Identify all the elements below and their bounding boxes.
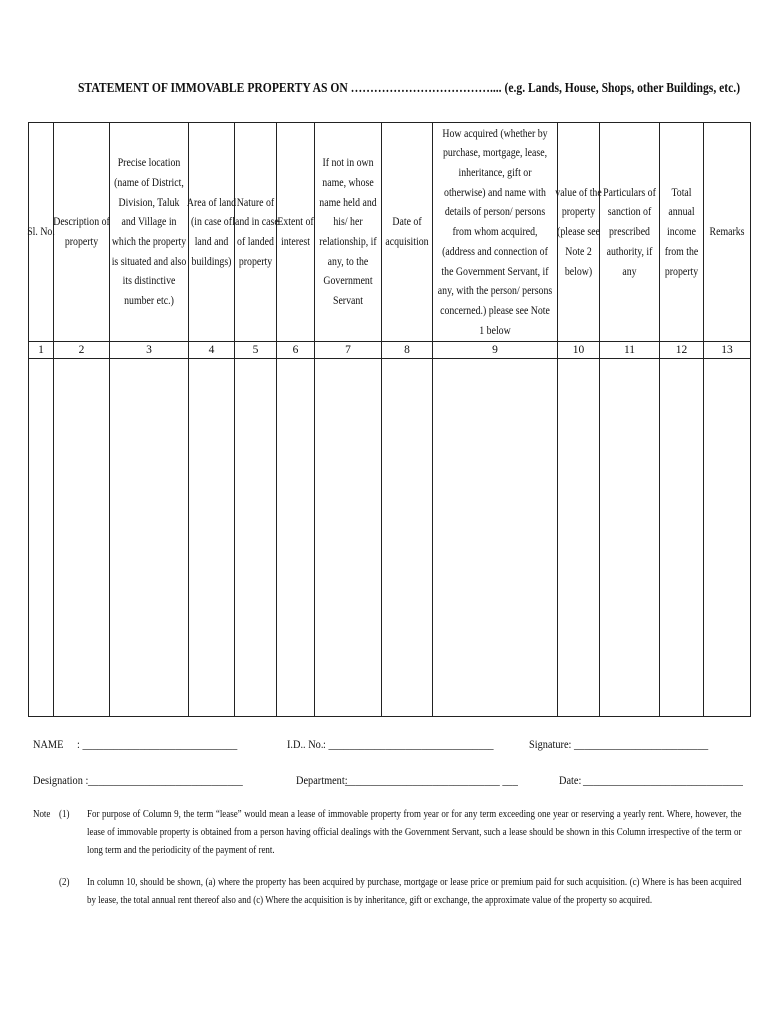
name-input[interactable]: : ______________________________ xyxy=(77,737,238,751)
column-number-row xyxy=(29,342,751,359)
column-number: 7 xyxy=(315,342,382,359)
department-label: Department: xyxy=(296,773,348,787)
signature-field xyxy=(529,737,578,752)
entry-cell-value[interactable] xyxy=(558,359,600,717)
name-label: NAME xyxy=(33,737,64,751)
header-cell-4: Area of land (in case of land and buildings) xyxy=(189,123,235,342)
entry-cell-extent[interactable] xyxy=(277,359,315,717)
name-input-wrap xyxy=(77,737,263,752)
department-input[interactable]: ______________________________ ___ xyxy=(345,773,518,787)
entry-cell-location[interactable] xyxy=(110,359,189,717)
entry-row xyxy=(29,359,751,717)
header-cell-11: Particulars of sanction of prescribed authority, if any xyxy=(600,123,660,342)
signature-label: Signature: xyxy=(529,737,572,751)
header-cell-6: Extent of interest xyxy=(277,123,315,342)
entry-cell-income[interactable] xyxy=(660,359,704,717)
header-cell-12: Total annual income from the property xyxy=(660,123,704,342)
entry-cell-area[interactable] xyxy=(189,359,235,717)
note-number-2: (2) xyxy=(59,877,70,888)
header-cell-7: If not in own name, whose name held and his/ her relationship, if any, to the Government Servant xyxy=(315,123,382,342)
designation-input[interactable]: ______________________________ xyxy=(88,773,243,787)
note-number-1: (1) xyxy=(59,809,70,820)
notes-section xyxy=(33,806,743,916)
note-text-2: In column 10, should be shown, (a) where the property has been acquired by purchase, mortgage or lease price or premium paid for such acquisition. (c) Where is has been acquired by lease, the total annual rent thereof also and (c) Where the acquisition is by inheritance, gift or exchange, the approximate value of the property so acquired. xyxy=(87,877,742,906)
column-number: 2 xyxy=(54,342,110,359)
header-cell-10: value of the property (please see Note 2 below) xyxy=(558,123,600,342)
name-field xyxy=(33,737,68,752)
column-number: 6 xyxy=(277,342,315,359)
department-input-wrap xyxy=(345,773,546,788)
entry-cell-how-acquired[interactable] xyxy=(433,359,558,717)
id-label: I.D.. No. xyxy=(287,737,324,751)
entry-cell-date[interactable] xyxy=(382,359,433,717)
column-number: 4 xyxy=(189,342,235,359)
header-cell-13: Remarks xyxy=(704,123,751,342)
column-number: 8 xyxy=(382,342,433,359)
note-text-1: For purpose of Column 9, the term “lease” would mean a lease of immovable property from year or for any term exceeding one year or reserving a yearly rent. Where, however, the lease of immovable property is obtained from a person having official dealings with the Government Servant, such a lease should be shown in this Column irrespective of the term or long term and the periodicity of the payment of rent. xyxy=(87,809,742,856)
date-input-wrap xyxy=(583,773,769,788)
id-input-wrap xyxy=(323,737,521,752)
column-number: 1 xyxy=(29,342,54,359)
date-input[interactable]: _______________________________ xyxy=(583,773,743,787)
form-title: STATEMENT OF IMMOVABLE PROPERTY AS ON ……………………………….... (e.g. Lands, House, Shops, other Buildings, etc.) xyxy=(77,80,741,95)
header-row xyxy=(29,123,751,342)
column-number: 12 xyxy=(660,342,704,359)
signature-input-wrap xyxy=(574,737,730,752)
column-number: 13 xyxy=(704,342,751,359)
header-cell-8: Date of acquisition xyxy=(382,123,433,342)
id-input[interactable]: : ________________________________ xyxy=(323,737,494,751)
designation-input-wrap xyxy=(88,773,268,788)
header-cell-5: Nature of land in case of landed property xyxy=(235,123,277,342)
column-number: 9 xyxy=(433,342,558,359)
signature-input[interactable]: __________________________ xyxy=(574,737,709,751)
entry-cell-description[interactable] xyxy=(54,359,110,717)
header-cell-2: Description of property xyxy=(54,123,110,342)
designation-label: Designation : xyxy=(33,773,89,787)
column-number: 11 xyxy=(600,342,660,359)
column-number: 10 xyxy=(558,342,600,359)
header-cell-1: Sl. No. xyxy=(29,123,54,342)
entry-cell-sl-no[interactable] xyxy=(29,359,54,717)
header-cell-9: How acquired (whether by purchase, mortgage, lease, inheritance, gift or otherwise) and name with details of person/ persons from whom acquired, (address and connection of the Government Servant, if any, with the person/ persons concerned.) please see Note 1 below xyxy=(433,123,558,342)
entry-cell-remarks[interactable] xyxy=(704,359,751,717)
note-label: Note xyxy=(33,809,51,820)
entry-cell-nature[interactable] xyxy=(235,359,277,717)
date-field xyxy=(559,773,585,788)
header-cell-3: Precise location (name of District, Division, Taluk and Village in which the property is situated and also its distinctive number etc.) xyxy=(110,123,189,342)
column-number: 5 xyxy=(235,342,277,359)
column-number: 3 xyxy=(110,342,189,359)
entry-cell-sanction[interactable] xyxy=(600,359,660,717)
entry-cell-whose-name[interactable] xyxy=(315,359,382,717)
date-label: Date: xyxy=(559,773,582,787)
property-table xyxy=(28,122,751,717)
